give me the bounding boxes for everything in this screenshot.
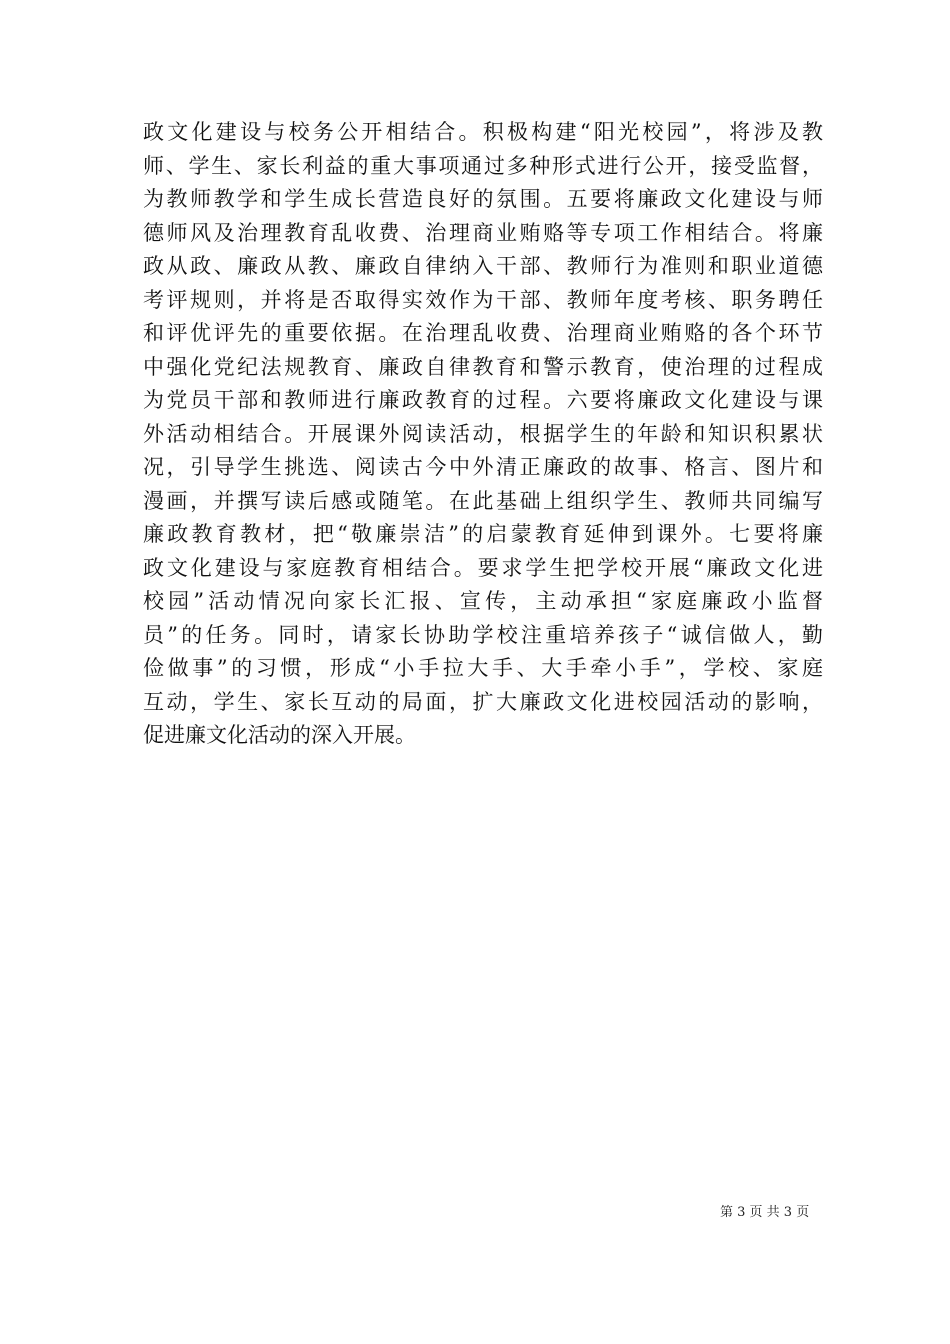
text-line: 德师风及治理教育乱收费、治理商业贿赂等专项工作相结合。将廉 bbox=[143, 220, 823, 245]
text-line: 俭做事”的习惯，形成“小手拉大手、大手牵小手”，学校、家庭 bbox=[143, 656, 823, 680]
text-line: 漫画，并撰写读后感或随笔。在此基础上组织学生、教师共同编写 bbox=[143, 488, 823, 513]
page-number: 第 3 页 共 3 页 bbox=[720, 1205, 810, 1220]
text-line: 师、学生、家长利益的重大事项通过多种形式进行公开，接受监督， bbox=[143, 153, 823, 178]
text-line: 廉政教育教材，把“敬廉崇洁”的启蒙教育延伸到课外。七要将廉 bbox=[143, 522, 823, 546]
text-line: 互动，学生、家长互动的局面，扩大廉政文化进校园活动的影响， bbox=[143, 689, 823, 714]
text-line: 员”的任务。同时，请家长协助学校注重培养孩子“诚信做人，勤 bbox=[143, 622, 823, 647]
text-line: 为党员干部和教师进行廉政教育的过程。六要将廉政文化建设与课 bbox=[143, 388, 823, 412]
body-paragraph bbox=[143, 116, 823, 753]
text-line: 况，引导学生挑选、阅读古今中外清正廉政的故事、格言、图片和 bbox=[143, 455, 823, 479]
text-line: 为教师教学和学生成长营造良好的氛围。五要将廉政文化建设与师 bbox=[143, 187, 823, 211]
text-line: 政文化建设与家庭教育相结合。要求学生把学校开展“廉政文化进 bbox=[143, 555, 823, 580]
text-line: 中强化党纪法规教育、廉政自律教育和警示教育，使治理的过程成 bbox=[143, 354, 823, 379]
text-line: 政文化建设与校务公开相结合。积极构建“阳光校园”，将涉及教 bbox=[143, 120, 823, 144]
text-line: 校园”活动情况向家长汇报、宣传，主动承担“家庭廉政小监督 bbox=[143, 589, 823, 613]
text-line: 考评规则，并将是否取得实效作为干部、教师年度考核、职务聘任 bbox=[143, 287, 823, 312]
text-line: 和评优评先的重要依据。在治理乱收费、治理商业贿赂的各个环节 bbox=[143, 321, 823, 345]
text-line: 外活动相结合。开展课外阅读活动，根据学生的年龄和知识积累状 bbox=[143, 421, 823, 446]
text-line: 促进廉文化活动的深入开展。 bbox=[143, 723, 416, 747]
text-line: 政从政、廉政从教、廉政自律纳入干部、教师行为准则和职业道德 bbox=[143, 254, 823, 278]
